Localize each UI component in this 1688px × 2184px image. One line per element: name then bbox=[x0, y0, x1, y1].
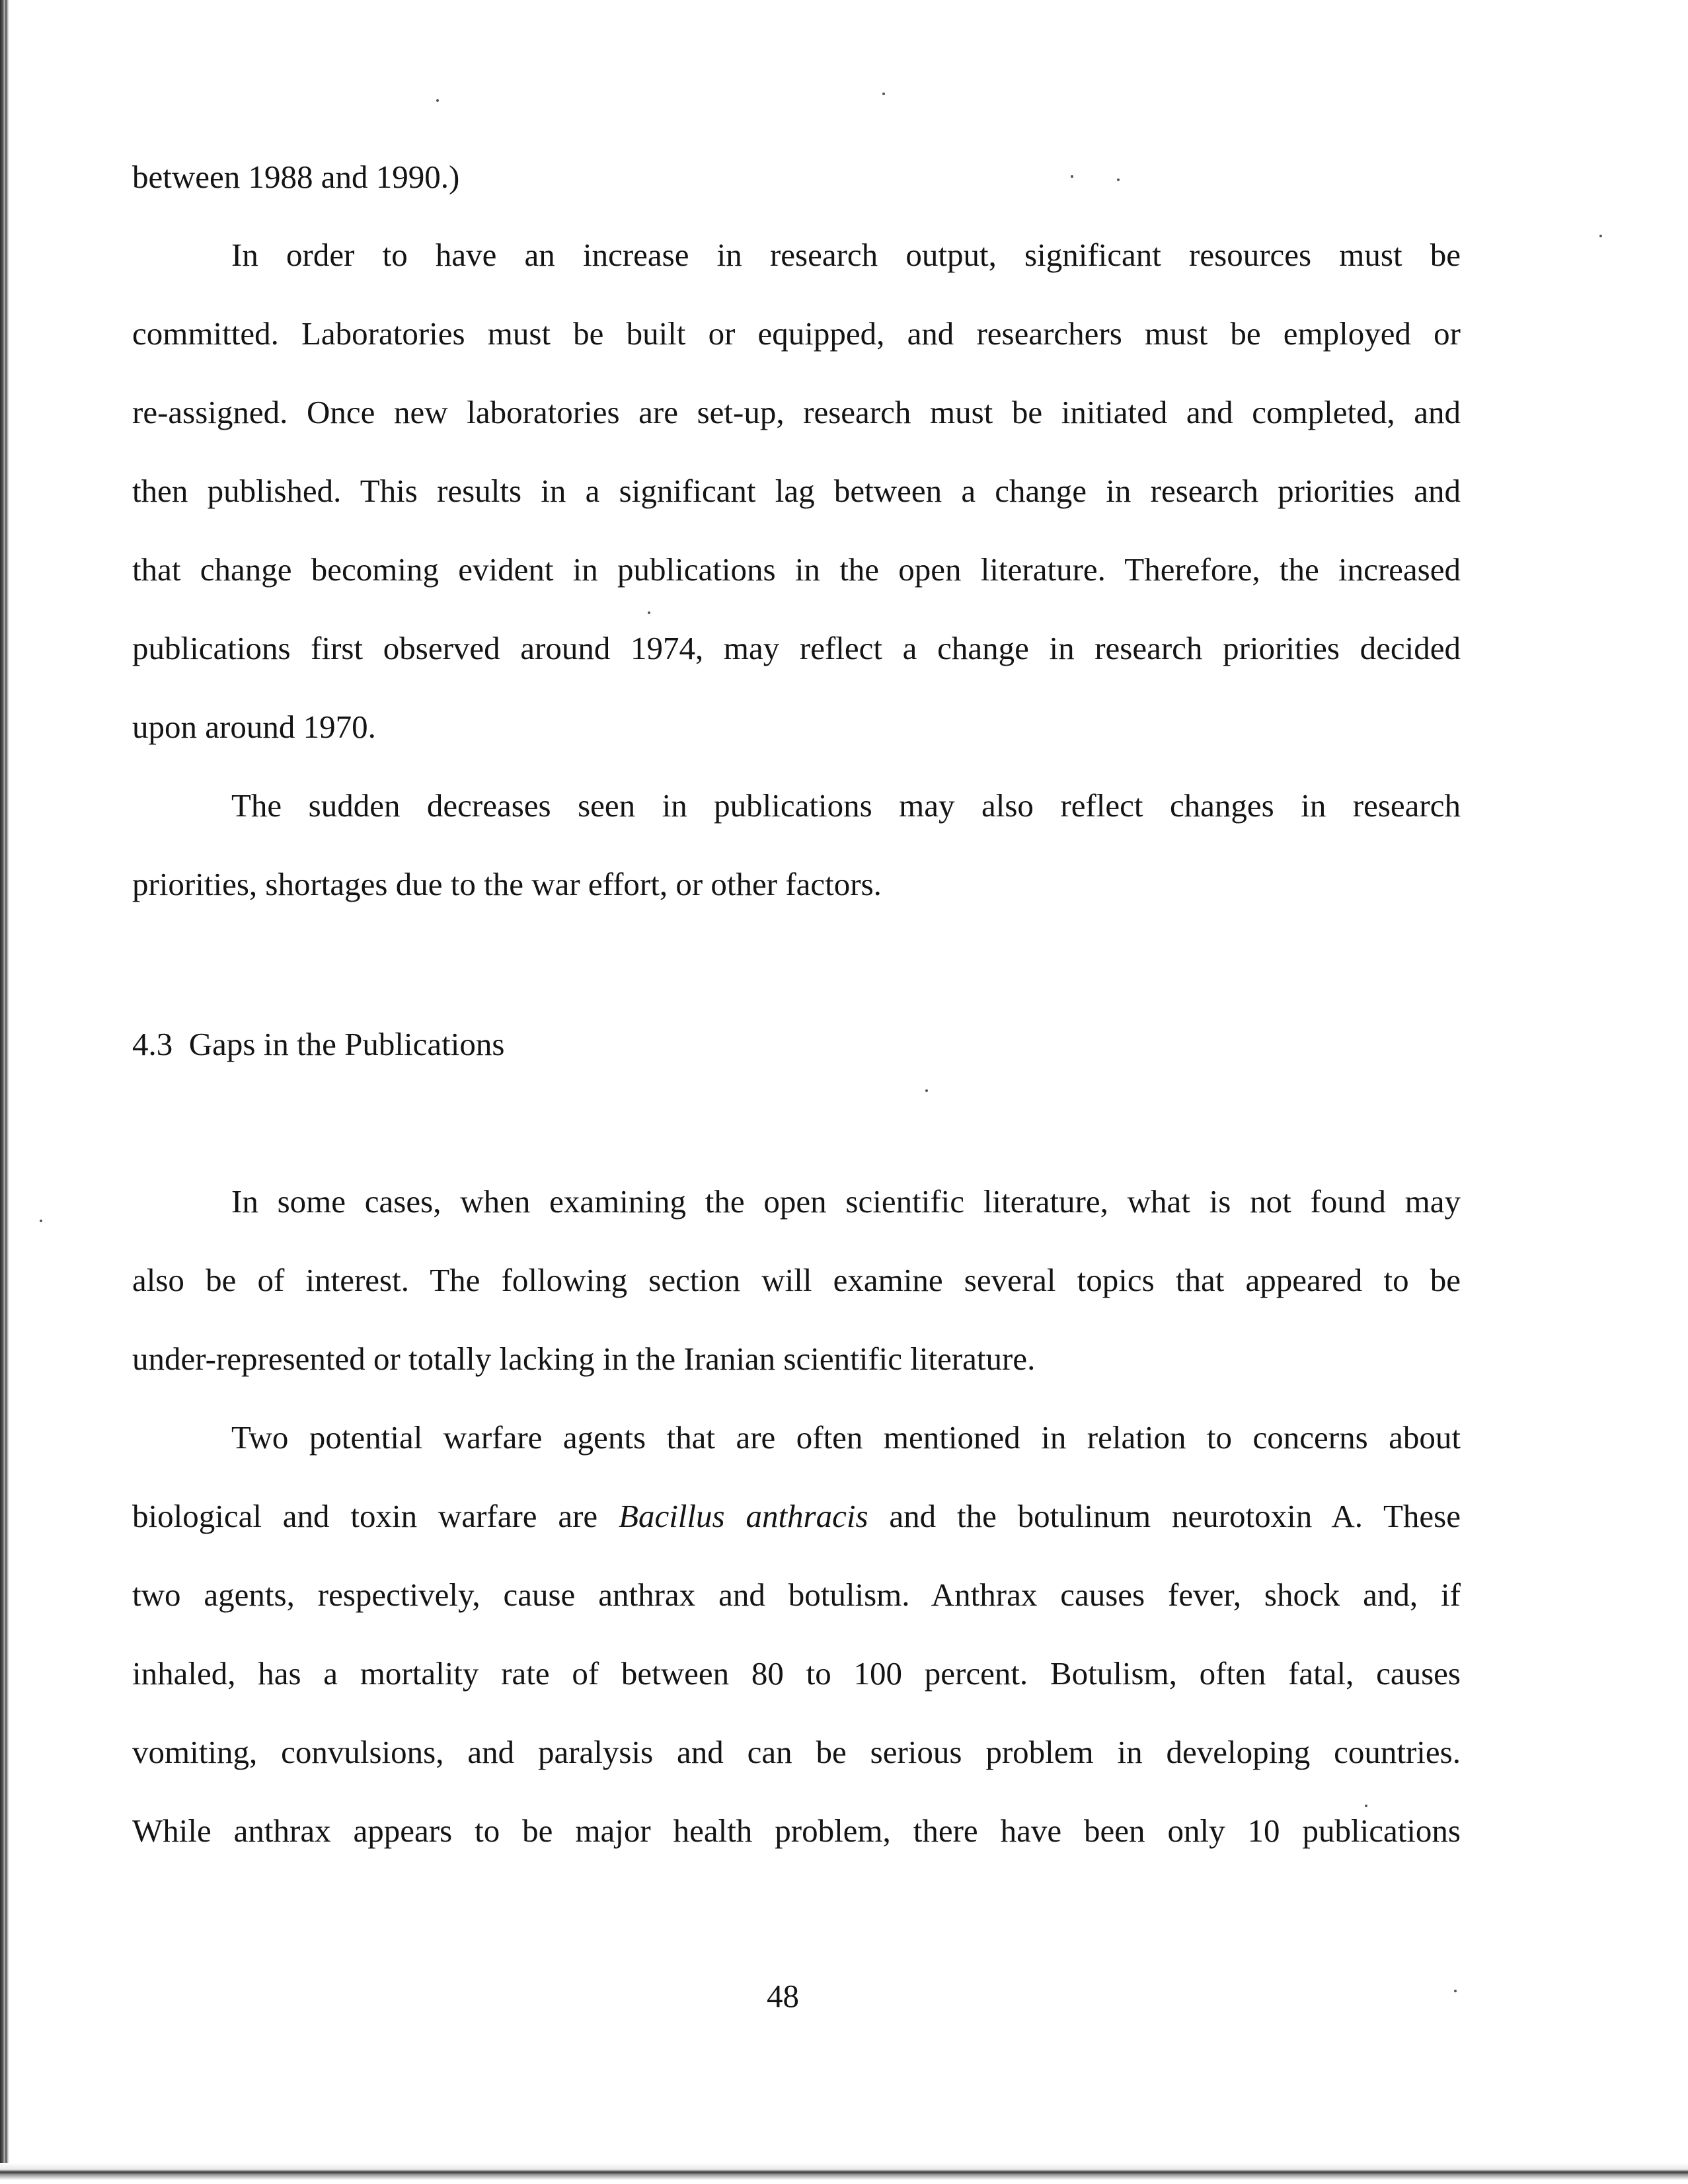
paragraph-2-line-1: In order to have an increase in research output, significant resources must be bbox=[231, 237, 1461, 273]
scan-speck bbox=[648, 611, 650, 614]
paragraph-5-line-2-before: biological and toxin warfare are bbox=[132, 1498, 619, 1534]
scan-speck bbox=[1599, 235, 1602, 237]
paragraph-5-line-1: Two potential warfare agents that are often mentioned in relation to concerns about bbox=[231, 1419, 1461, 1456]
scan-speck bbox=[882, 93, 885, 95]
paragraph-2-line-7: upon around 1970. bbox=[132, 709, 376, 745]
paragraph-5-line-6: While anthrax appears to be major health problem, there have been only 10 publications bbox=[132, 1813, 1461, 1849]
paragraph-3-line-1: The sudden decreases seen in publications may also reflect changes in research bbox=[231, 787, 1461, 824]
paragraph-5-line-2 bbox=[132, 1497, 1461, 1536]
scan-bottom-edge bbox=[0, 2163, 1688, 2184]
scan-left-edge bbox=[0, 0, 9, 2184]
scan-speck bbox=[1454, 1990, 1457, 1992]
paragraph-5-line-4: inhaled, has a mortality rate of between 80 to 100 percent. Botulism, often fatal, causes bbox=[132, 1655, 1461, 1692]
paragraph-3-line-2: priorities, shortages due to the war effort, or other factors. bbox=[132, 866, 882, 902]
species-name-italic: Bacillus anthracis bbox=[619, 1498, 868, 1534]
paragraph-2-line-5: that change becoming evident in publications in the open literature. Therefore, the increased bbox=[132, 551, 1461, 588]
scan-speck bbox=[436, 99, 439, 102]
paragraph-5-line-5: vomiting, convulsions, and paralysis and can be serious problem in developing countries. bbox=[132, 1734, 1461, 1770]
page-number: 48 bbox=[767, 1978, 799, 2014]
section-heading: 4.3 Gaps in the Publications bbox=[132, 1026, 505, 1062]
paragraph-4-line-2: also be of interest. The following section will examine several topics that appeared to be bbox=[132, 1262, 1461, 1298]
paragraph-1-tail: between 1988 and 1990.) bbox=[132, 159, 460, 195]
scan-speck bbox=[1365, 1805, 1367, 1807]
paragraph-2-line-4: then published. This results in a significant lag between a change in research priorities and bbox=[132, 473, 1461, 509]
paragraph-2-line-2: committed. Laboratories must be built or equipped, and researchers must be employed or bbox=[132, 315, 1461, 352]
scan-speck bbox=[925, 1089, 928, 1092]
paragraph-4-line-3: under-represented or totally lacking in the Iranian scientific literature. bbox=[132, 1341, 1036, 1377]
paragraph-4-line-1: In some cases, when examining the open scientific literature, what is not found may bbox=[231, 1183, 1461, 1220]
paragraph-2-line-6: publications first observed around 1974, may reflect a change in research priorities decided bbox=[132, 630, 1461, 666]
paragraph-5-line-2-after: and the botulinum neurotoxin A. These bbox=[868, 1498, 1461, 1534]
paragraph-5-line-3: two agents, respectively, cause anthrax and botulism. Anthrax causes fever, shock and, if bbox=[132, 1577, 1461, 1613]
scan-speck bbox=[40, 1220, 42, 1222]
paragraph-2-line-3: re-assigned. Once new laboratories are set-up, research must be initiated and completed, and bbox=[132, 394, 1461, 430]
